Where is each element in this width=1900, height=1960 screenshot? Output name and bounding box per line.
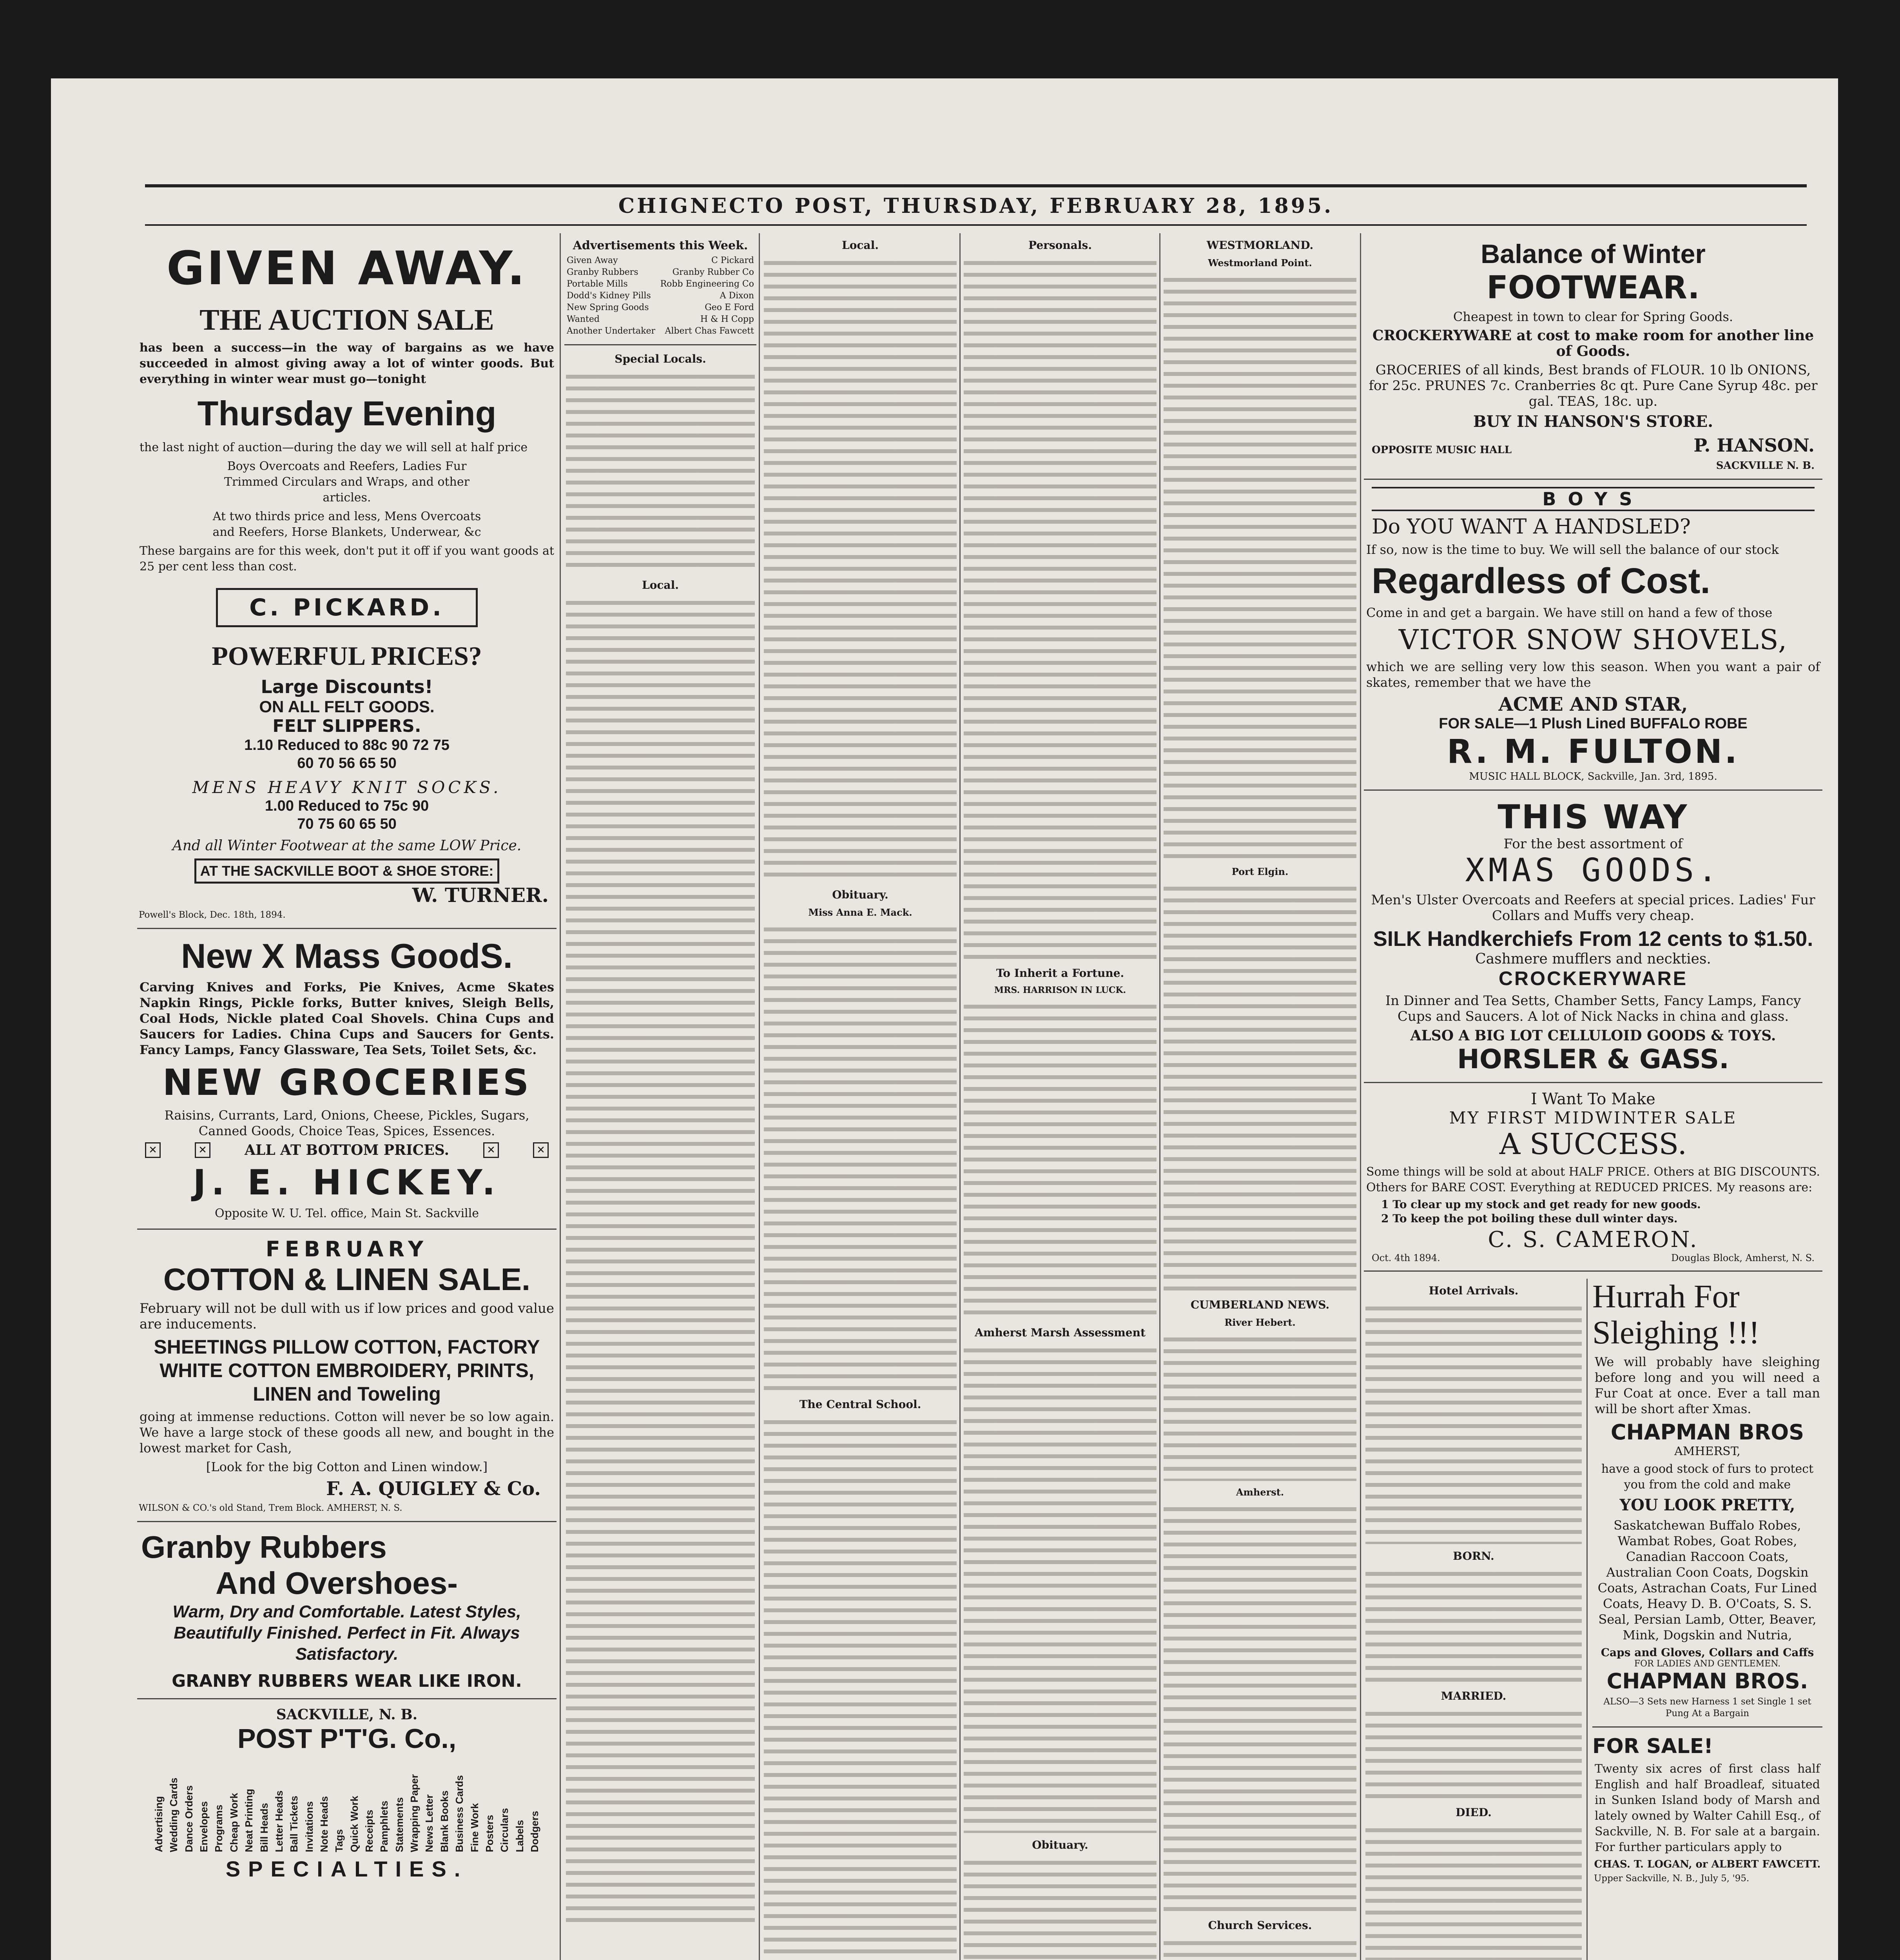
column-divider xyxy=(959,233,961,1960)
cameron-address: Douglas Block, Amherst, N. S. xyxy=(1671,1252,1815,1263)
specialty-item: Blank Books xyxy=(438,1790,450,1852)
died-heading: DIED. xyxy=(1456,1806,1492,1819)
ad-list-row xyxy=(564,314,756,325)
cameron-signature: C. S. CAMERON. xyxy=(1488,1227,1699,1252)
protect-text: have a good stock of furs to protect you from the cold and make xyxy=(1601,1462,1814,1492)
box-icon: ✕ xyxy=(145,1142,161,1158)
ads-list xyxy=(564,255,756,337)
born-text xyxy=(1365,1566,1582,1684)
items-two-thirds: At two thirds price and less, Mens Overcoats and Reefers, Horse Blankets, Underwear, &c xyxy=(212,510,481,539)
westmorland-heading: WESTMORLAND. xyxy=(1206,239,1314,252)
specialty-item: Dance Orders xyxy=(183,1785,195,1852)
column-divider xyxy=(560,233,561,1960)
box-icon: ✕ xyxy=(533,1142,549,1158)
reason-2: 2 To keep the pot boiling these dull winter days. xyxy=(1381,1212,1678,1225)
port-elgin-text xyxy=(1164,881,1356,1293)
ad-list-cell: Dodd's Kidney Pills xyxy=(567,291,651,301)
box-icon: ✕ xyxy=(195,1142,210,1158)
footwear-text: And all Winter Footwear at the same LOW Price. xyxy=(172,838,522,854)
caps-gloves: Caps and Gloves, Collars and Caffs xyxy=(1601,1646,1814,1659)
specialty-item: Programs xyxy=(213,1804,225,1852)
cotton-more: going at immense reductions. Cotton will never be so low again. We have a large stock of these goods all new, and bought in the lowest market for Cash, xyxy=(140,1409,554,1455)
hurrah-heading: Hurrah For Sleighing !!! xyxy=(1592,1278,1760,1351)
buy-hanson: BUY IN HANSON'S STORE. xyxy=(1473,412,1713,431)
xmas-goods-heading: XMAS GOODS. xyxy=(1465,852,1721,889)
boys-banner: BOYS xyxy=(1372,487,1815,511)
died-text xyxy=(1365,1823,1582,1960)
masthead: CHIGNECTO POST, THURSDAY, FEBRUARY 28, 1895. xyxy=(618,194,1334,218)
knit-socks: MENS HEAVY KNIT SOCKS. xyxy=(192,778,502,797)
top-rule xyxy=(145,184,1807,187)
crockeryware-heading: CROCKERYWARE xyxy=(1498,967,1688,989)
xmas-goods-body: Carving Knives and Forks, Pie Knives, Acme Skates Napkin Rings, Pickle forks, Butter knives, Sleigh Bells, Coal Hods, Nickle plated Coal Shovels. China Cups and Saucers for Ladies. China Cups and Saucers for Gents. Fancy Lamps, Fancy Glassware, Tea Sets, Toilet Sets, &c. xyxy=(140,980,554,1057)
specialty-item: News Letter xyxy=(423,1794,435,1852)
amherst-text xyxy=(1164,1502,1356,1913)
sackville-line: SACKVILLE, N. B. xyxy=(276,1706,418,1723)
cotton-body: February will not be dull with us if low prices and good value are inducements. xyxy=(140,1301,554,1332)
chapman-bros-2: CHAPMAN BROS. xyxy=(1606,1669,1808,1693)
footwear-heading: FOOTWEAR. xyxy=(1487,269,1700,306)
this-way-heading: THIS WAY xyxy=(1498,798,1689,836)
ad-list-row xyxy=(564,325,756,337)
silk-handkerchiefs: SILK Handkerchiefs From 12 cents to $1.50. xyxy=(1373,927,1813,951)
cumberland-heading: CUMBERLAND NEWS. xyxy=(1190,1298,1330,1311)
new-groceries-heading: NEW GROCERIES xyxy=(162,1062,531,1103)
you-look-pretty: YOU LOOK PRETTY, xyxy=(1619,1496,1795,1514)
special-locals-heading: Special Locals. xyxy=(615,352,706,365)
ad-list-cell: Portable Mills xyxy=(567,279,628,289)
february-heading: FEBRUARY xyxy=(265,1237,428,1261)
sheetings-list: SHEETINGS PILLOW COTTON, FACTORY WHITE COTTON EMBROIDERY, PRINTS, LINEN and Toweling xyxy=(154,1336,540,1405)
column-2-locals xyxy=(564,233,756,1960)
powell-block: Powell's Block, Dec. 18th, 1894. xyxy=(139,910,286,920)
hanson-location: SACKVILLE N. B. xyxy=(1716,460,1815,472)
column-5-county-news xyxy=(1162,233,1358,1960)
victor-snow-shovels: VICTOR SNOW SHOVELS, xyxy=(1398,624,1788,656)
best-assortment: For the best assortment of xyxy=(1503,836,1683,852)
balance-winter-heading: Balance of Winter xyxy=(1481,239,1706,269)
local-news-text xyxy=(764,256,957,883)
bottom-prices: ALL AT BOTTOM PRICES. xyxy=(244,1142,450,1158)
specialty-item: Note Heads xyxy=(318,1796,330,1852)
overshoes-heading: And Overshoes- xyxy=(216,1566,458,1601)
obituary-heading: Obituary. xyxy=(1032,1838,1088,1851)
column-divider xyxy=(1360,233,1361,1960)
last-night-text: the last night of auction—during the day we will sell at half price xyxy=(140,441,528,454)
xmas-goods-heading: New X Mass GoodS. xyxy=(181,936,513,975)
church-services-heading: Church Services. xyxy=(1208,1919,1312,1932)
acme-and-star: ACME AND STAR, xyxy=(1498,693,1688,715)
specialty-item: Labels xyxy=(513,1820,526,1852)
obituary-text xyxy=(964,1855,1157,1960)
ad-list-cell: Another Undertaker xyxy=(567,326,655,336)
for-sale-text: Twenty six acres of first class half English and half Broadleaf, situated in Sunken Island body of Marsh and lately owned by Walter Cahill Esq., of Sackville, N. B. For sale at a bargain. For further particulars apply to xyxy=(1595,1762,1820,1854)
westmorland-text xyxy=(1164,272,1356,860)
chapman-ad xyxy=(1588,1279,1822,1960)
hickey-address: Opposite W. U. Tel. office, Main St. Sackville xyxy=(214,1207,479,1220)
granby-iron: GRANBY RUBBERS WEAR LIKE IRON. xyxy=(172,1671,522,1691)
logan-address: Upper Sackville, N. B., July 5, '95. xyxy=(1594,1873,1750,1884)
fulton-signature: R. M. FULTON. xyxy=(1447,732,1740,771)
reason-1: 1 To clear up my stock and get ready for new goods. xyxy=(1381,1198,1701,1211)
specialty-item: Wrapping Paper xyxy=(408,1774,421,1852)
ad-list-cell: Geo E Ford xyxy=(705,303,754,312)
inherit-heading: To Inherit a Fortune. xyxy=(996,967,1124,980)
personals-heading: Personals. xyxy=(1028,239,1092,252)
specialty-item: Advertising xyxy=(153,1796,165,1852)
inherit-subheading: MRS. HARRISON IN LUCK. xyxy=(994,985,1126,995)
grocery-items: Raisins, Currants, Lard, Onions, Cheese, Pickles, Sugars, Canned Goods, Choice Teas, Spices, Essences. xyxy=(164,1108,529,1138)
selling-text: which we are selling very low this season. When you want a pair of skates, remember that we have the xyxy=(1366,659,1820,690)
ad-list-cell: C Pickard xyxy=(711,256,754,265)
bargains-text: These bargains are for this week, don't put it off if you want goods at 25 per cent less than cost. xyxy=(140,544,554,573)
hickey-signature: J. E. HICKEY. xyxy=(193,1162,501,1203)
auction-sale-heading: THE AUCTION SALE xyxy=(199,303,494,336)
chapman-amherst: AMHERST, xyxy=(1674,1445,1740,1458)
ad-list-cell: Albert Chas Fawcett xyxy=(665,326,754,336)
obituary-heading: Obituary. xyxy=(832,888,888,901)
ad-list-row xyxy=(564,255,756,267)
column-divider xyxy=(1159,233,1160,1960)
ladies-gentlemen: FOR LADIES AND GENTLEMEN. xyxy=(1634,1659,1781,1669)
handsled-text: If so, now is the time to buy. We will sell the balance of our stock xyxy=(1366,542,1779,557)
granby-rubbers-heading: Granby Rubbers xyxy=(141,1530,387,1564)
ad-list-cell: Wanted xyxy=(567,314,600,324)
specialty-item: Tags xyxy=(333,1829,345,1852)
specialty-item: Pamphlets xyxy=(378,1800,390,1852)
dinner-sets-text: In Dinner and Tea Setts, Chamber Setts, Fancy Lamps, Fancy Cups and Saucers. A lot of Nick Nacks in china and glass. xyxy=(1385,993,1801,1024)
central-school-heading: The Central School. xyxy=(799,1398,921,1411)
powerful-prices-heading: POWERFUL PRICES? xyxy=(212,641,482,671)
ad-list-cell: Robb Engineering Co xyxy=(660,279,754,289)
half-price-text: Some things will be sold at about HALF PRICE. Others at BIG DISCOUNTS. Others for BARE COST. Everything at REDUCED PRICES. My reasons are: xyxy=(1366,1165,1820,1194)
specialty-item: Business Cards xyxy=(453,1775,466,1852)
granby-body: Warm, Dry and Comfortable. Latest Styles, Beautifully Finished. Perfect in Fit. Always Satisfactory. xyxy=(172,1602,521,1664)
buffalo-robe: FOR SALE—1 Plush Lined BUFFALO ROBE xyxy=(1439,715,1748,732)
specialty-item: Receipts xyxy=(363,1809,375,1852)
obituary-name: Miss Anna E. Mack. xyxy=(808,907,912,918)
opposite-music-hall: OPPOSITE MUSIC HALL xyxy=(1372,444,1512,456)
westmorland-point-heading: Westmorland Point. xyxy=(1208,257,1312,269)
amherst-heading: Amherst. xyxy=(1236,1486,1284,1498)
harness-text: ALSO—3 Sets new Harness 1 set Single 1 set Pung At a Bargain xyxy=(1603,1697,1811,1719)
chapman-bros: CHAPMAN BROS xyxy=(1610,1420,1804,1445)
slipper-prices: 1.10 Reduced to 88c 90 72 75 60 70 56 65 50 xyxy=(244,737,450,771)
local-heading: Local. xyxy=(842,239,879,252)
celluloid-text: ALSO A BIG LOT CELLULOID GOODS & TOYS. xyxy=(1410,1027,1776,1044)
fur-list: Saskatchewan Buffalo Robes, Wambat Robes, Goat Robes, Canadian Raccoon Coats, Australian Coon Coats, Dogskin Coats, Astrachan Coats, Fur Lined Coats, Heavy D. B. O'Coats, S. S. Seal, Persian Lamb, Otter, Beaver, Mink, Dogskin and Nutria, xyxy=(1597,1518,1817,1642)
masthead-rule xyxy=(145,224,1807,226)
specialty-item: Envelopes xyxy=(198,1801,210,1852)
vital-records-column xyxy=(1364,1279,1588,1960)
felt-goods: ON ALL FELT GOODS. xyxy=(259,697,435,716)
post-printing-heading: POST P'T'G. Co., xyxy=(237,1723,457,1754)
want-to-make: I Want To Make xyxy=(1531,1090,1655,1108)
ads-this-week-heading: Advertisements this Week. xyxy=(573,239,748,252)
look-for-window: [Look for the big Cotton and Linen window.] xyxy=(206,1459,488,1474)
specialties-list xyxy=(137,1754,557,1856)
fulton-address: MUSIC HALL BLOCK, Sackville, Jan. 3rd, 1895. xyxy=(1469,771,1717,782)
sock-prices: 1.00 Reduced to 75c 90 70 75 60 65 50 xyxy=(265,798,429,832)
ad-list-cell: Given Away xyxy=(567,256,618,265)
cheapest-text: Cheapest in town to clear for Spring Goods. xyxy=(1453,309,1733,324)
hurrah-text: We will probably have sleighing before long and you will need a Fur Coat at once. Ever a tall man will be short after Xmas. xyxy=(1595,1354,1820,1416)
specialty-item: Statements xyxy=(393,1797,405,1852)
horsler-gass: HORSLER & GASS. xyxy=(1457,1044,1729,1075)
specialty-item: Ball Tickets xyxy=(288,1795,300,1852)
special-locals-text xyxy=(566,369,755,573)
turner-signature: W. TURNER. xyxy=(412,884,549,907)
specialty-item: Bill Heads xyxy=(258,1803,270,1852)
quigley-address: WILSON & CO.'s old Stand, Trem Block. AMHERST, N. S. xyxy=(139,1503,402,1513)
assessment-heading: Amherst Marsh Assessment xyxy=(975,1326,1146,1339)
specialty-item: Quick Work xyxy=(348,1795,360,1852)
ad-list-row xyxy=(564,302,756,314)
box-icon: ✕ xyxy=(483,1142,499,1158)
crockeryware-text: CROCKERYWARE at cost to make room for another line of Goods. xyxy=(1372,327,1814,359)
ad-list-cell: New Spring Goods xyxy=(567,303,649,312)
hotel-arrivals-text xyxy=(1365,1301,1582,1544)
column-4-personals xyxy=(962,233,1158,1960)
married-heading: MARRIED. xyxy=(1441,1690,1507,1702)
given-away-heading: GIVEN AWAY. xyxy=(166,241,528,295)
specialty-item: Wedding Cards xyxy=(168,1777,180,1852)
hanson-signature: P. HANSON. xyxy=(1693,435,1815,456)
ad-list-cell: Granby Rubber Co xyxy=(672,267,754,277)
a-success: A SUCCESS. xyxy=(1499,1127,1687,1161)
column-6-ads xyxy=(1364,233,1822,1960)
specialty-item: Fine Work xyxy=(468,1803,480,1852)
auction-body: has been a success—in the way of bargains as we have succeeded in almost giving away a lot of winter goods. But everything in winter wear must go—tonight xyxy=(140,341,554,386)
specialty-item: Invitations xyxy=(303,1801,315,1852)
inherit-text xyxy=(964,999,1157,1321)
ulster-text: Men's Ulster Overcoats and Reefers at special prices. Ladies' Fur Collars and Muffs very cheap. xyxy=(1371,892,1815,924)
ad-list-cell: H & H Copp xyxy=(700,314,754,324)
specialty-item: Circulars xyxy=(499,1808,511,1852)
column-1-ads xyxy=(137,233,557,1960)
bargain-text: Come in and get a bargain. We have still on hand a few of those xyxy=(1366,605,1773,620)
married-text xyxy=(1365,1706,1582,1800)
ad-list-cell: A Dixon xyxy=(720,291,754,301)
thursday-evening-heading: Thursday Evening xyxy=(197,394,497,433)
port-elgin-heading: Port Elgin. xyxy=(1231,866,1289,877)
ad-list-row xyxy=(564,267,756,278)
boot-store-banner: AT THE SACKVILLE BOOT & SHOE STORE: xyxy=(194,858,500,884)
ad-list-row xyxy=(564,278,756,290)
cameron-date: Oct. 4th 1894. xyxy=(1372,1252,1440,1263)
regardless-of-cost: Regardless of Cost. xyxy=(1372,561,1710,601)
specialty-item: Neat Printing xyxy=(243,1789,255,1852)
obituary-text xyxy=(764,922,957,1392)
local-news-text xyxy=(566,595,755,1928)
local-heading: Local. xyxy=(642,579,679,592)
newspaper-page xyxy=(51,78,1838,1960)
river-hebert-text xyxy=(1164,1332,1356,1481)
personals-text xyxy=(964,256,1157,961)
column-divider xyxy=(759,233,760,1960)
cashmere-text: Cashmere mufflers and neckties. xyxy=(1475,951,1711,967)
specialty-item: Dodgers xyxy=(528,1811,540,1852)
handsled-heading: Do YOU WANT A HANDSLED? xyxy=(1372,515,1691,539)
column-3-local xyxy=(762,233,958,1960)
quigley-signature: F. A. QUIGLEY & Co. xyxy=(326,1478,541,1500)
ad-list-row xyxy=(564,290,756,302)
pickard-signature: C. PICKARD. xyxy=(216,588,478,627)
central-school-text xyxy=(764,1415,957,1960)
river-hebert-heading: River Hebert. xyxy=(1224,1317,1296,1328)
specialty-item: Posters xyxy=(483,1815,495,1852)
items-half-price: Boys Overcoats and Reefers, Ladies Fur Trimmed Circulars and Wraps, and other articles. xyxy=(224,459,470,505)
felt-slippers: FELT SLIPPERS. xyxy=(272,716,421,736)
midwinter-sale: MY FIRST MIDWINTER SALE xyxy=(1449,1108,1737,1127)
specialties-heading: SPECIALTIES. xyxy=(225,1857,468,1881)
logan-signature: CHAS. T. LOGAN, or ALBERT FAWCETT. xyxy=(1594,1858,1821,1870)
ad-list-cell: Granby Rubbers xyxy=(567,267,638,277)
groceries-text: GROCERIES of all kinds, Best brands of FLOUR. 10 lb ONIONS, for 25c. PRUNES 7c. Cranberries 8c qt. Pure Cane Syrup 48c. per gal. TEAS, 18c. up. xyxy=(1369,362,1818,409)
cotton-linen-heading: COTTON & LINEN SALE. xyxy=(163,1262,531,1297)
large-discounts: Large Discounts! xyxy=(261,676,433,697)
for-sale-heading: FOR SALE! xyxy=(1592,1735,1713,1758)
hotel-arrivals-heading: Hotel Arrivals. xyxy=(1429,1284,1519,1297)
assessment-text xyxy=(964,1343,1157,1833)
specialty-item: Cheap Work xyxy=(228,1793,240,1852)
church-services-text xyxy=(1164,1936,1356,1960)
born-heading: BORN. xyxy=(1453,1550,1494,1563)
specialty-item: Letter Heads xyxy=(273,1790,285,1852)
